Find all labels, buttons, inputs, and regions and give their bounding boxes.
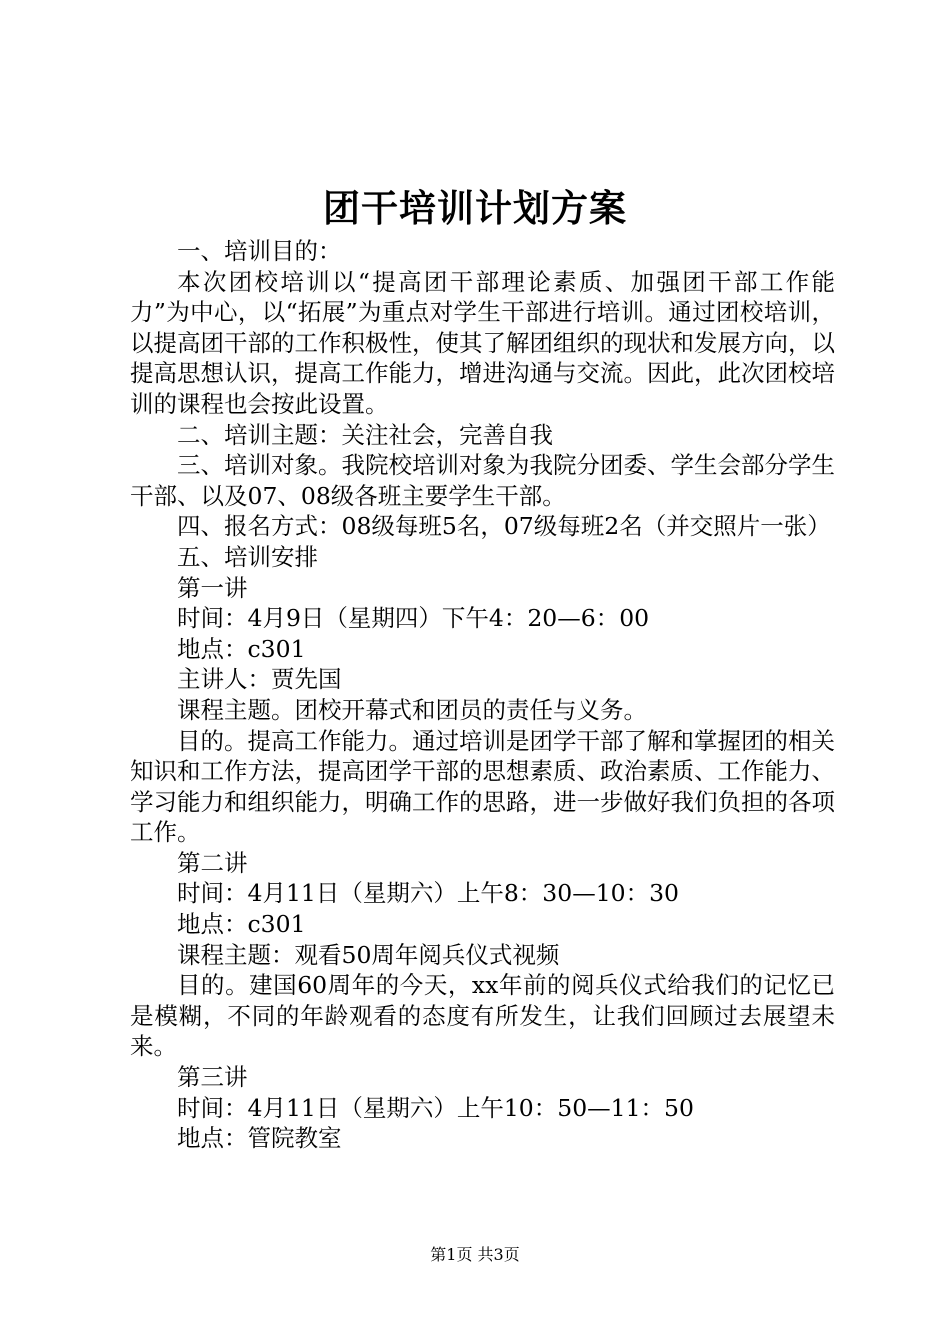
lecture-2-location: 地点：c301 — [177, 910, 306, 939]
lecture-3-time: 时间：4月11日（星期六）上午10：50—11：50 — [177, 1093, 694, 1122]
document-body — [130, 236, 835, 1154]
lecture-2-goal: 目的。建国60周年的今天，xx年前的阅兵仪式给我们的记忆已是模糊，不同的年龄观看的态度有所发生，让我们回顾过去展望未来。 — [130, 971, 835, 1061]
lecture-1-heading: 第一讲 — [177, 573, 248, 602]
lecture-3-location: 地点：管院教室 — [177, 1124, 342, 1153]
lecture-1-topic: 课程主题。团校开幕式和团员的责任与义务。 — [177, 695, 647, 724]
lecture-2-topic: 课程主题：观看50周年阅兵仪式视频 — [177, 940, 560, 969]
section-heading-theme: 二、培训主题：关注社会，完善自我 — [177, 420, 553, 449]
lecture-2-heading: 第二讲 — [177, 848, 248, 877]
lecture-1-time: 时间：4月9日（星期四）下午4：20—6：00 — [177, 604, 650, 633]
paragraph-registration: 四、报名方式：08级每班5名，07级每班2名（并交照片一张） — [177, 512, 831, 541]
page-number-footer: 第1页 共3页 — [430, 1245, 520, 1264]
document-title: 团干培训计划方案 — [323, 186, 627, 230]
lecture-3-heading: 第三讲 — [177, 1063, 248, 1092]
section-heading-purpose: 一、培训目的： — [177, 237, 342, 265]
paragraph-purpose: 本次团校培训以“提高团干部理论素质、加强团干部工作能力”为中心，以“拓展”为重点对学生干部进行培训。通过团校培训，以提高团干部的工作积极性，使其了解团组织的现状和发展方向，以提高思想认识，提高工作能力，增进沟通与交流。因此，此次团校培训的课程也会按此设置。 — [130, 267, 835, 418]
section-heading-schedule: 五、培训安排 — [177, 542, 318, 571]
lecture-2-time: 时间：4月11日（星期六）上午8：30—10：30 — [177, 879, 680, 908]
lecture-1-goal: 目的。提高工作能力。通过培训是团学干部了解和掌握团的相关知识和工作方法，提高团学干部的思想素质、政治素质、工作能力、学习能力和组织能力，明确工作的思路，进一步做好我们负担的各项工作。 — [130, 726, 835, 847]
paragraph-audience: 三、培训对象。我院校培训对象为我院分团委、学生会部分学生干部、以及07、08级各班主要学生干部。 — [130, 451, 835, 510]
lecture-1-speaker: 主讲人：贾先国 — [177, 665, 342, 694]
lecture-1-location: 地点：c301 — [177, 634, 306, 663]
